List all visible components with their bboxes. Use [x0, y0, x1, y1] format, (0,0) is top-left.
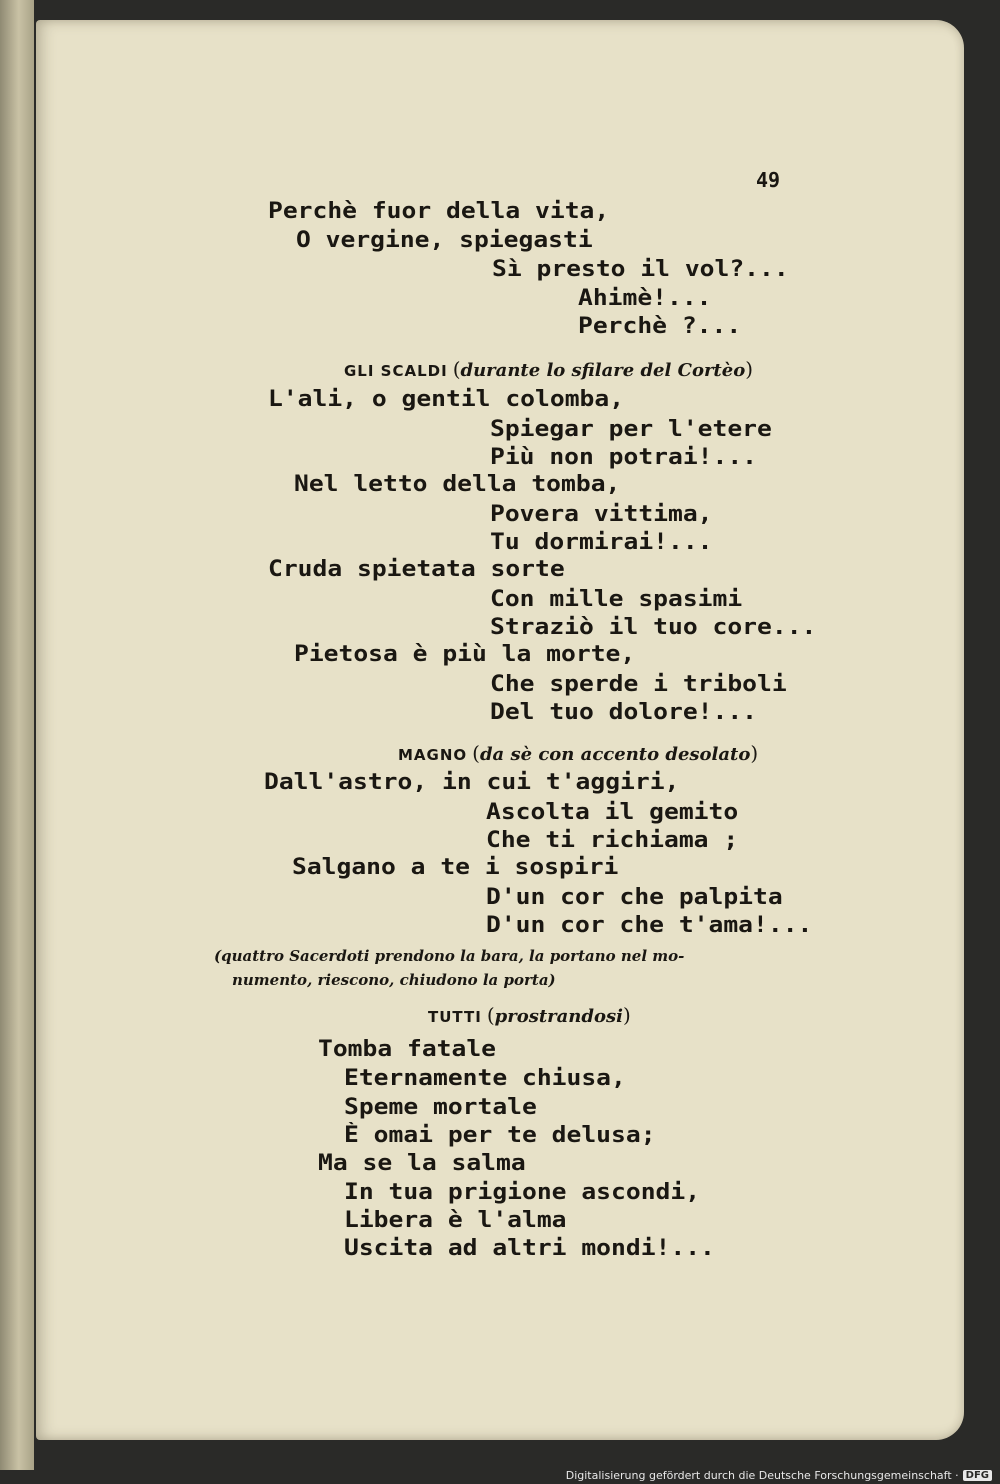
verse-line: Straziò il tuo core...	[490, 615, 817, 640]
speaker-heading: TUTTI (prostrandosi)	[428, 1003, 631, 1027]
speaker-heading: GLI SCALDI (durante lo sfilare del Cortèo)	[344, 357, 754, 381]
verse-line: Uscita ad altri mondi!...	[344, 1236, 715, 1261]
digitization-credit	[566, 1469, 992, 1482]
stage-direction-inline: durante lo sfilare del Cortèo	[460, 360, 746, 381]
verse-line: D'un cor che palpita	[486, 885, 783, 910]
verse-line: Nel letto della tomba,	[294, 472, 621, 497]
verse-line: Eternamente chiusa,	[344, 1066, 626, 1091]
verse-line: Libera è l'alma	[344, 1208, 567, 1233]
verse-line: Pietosa è più la morte,	[294, 642, 636, 667]
verse-line: Salgano a te i sospiri	[292, 855, 619, 880]
dfg-logo: DFG	[963, 1470, 992, 1481]
page-number: 49	[756, 168, 781, 192]
verse-line: D'un cor che t'ama!...	[486, 913, 813, 938]
stage-direction-line: (quattro Sacerdoti prendono la bara, la portano nel mo-	[214, 947, 685, 965]
verse-line: Dall'astro, in cui t'aggiri,	[264, 770, 680, 795]
credit-text: Digitalisierung gefördert durch die Deutsche Forschungsgemeinschaft ·	[565, 1469, 959, 1482]
verse-line: Perchè fuor della vita,	[268, 199, 610, 224]
verse-line: Con mille spasimi	[490, 587, 743, 612]
verse-line: Spiegar per l'etere	[490, 417, 772, 442]
stage-direction-inline: prostrandosi	[494, 1006, 623, 1027]
verse-line: È omai per te delusa;	[344, 1123, 656, 1148]
verse-line: Tu dormirai!...	[490, 530, 713, 555]
verse-line: Perchè ?...	[578, 314, 742, 339]
verse-line: Ahimè!...	[578, 286, 712, 311]
speaker-name: GLI SCALDI	[344, 362, 448, 380]
verse-line: Cruda spietata sorte	[268, 557, 565, 582]
speaker-name: MAGNO	[398, 746, 468, 764]
verse-line: Tomba fatale	[318, 1037, 497, 1062]
left-page-edge	[0, 0, 34, 1470]
verse-line: In tua prigione ascondi,	[344, 1180, 701, 1205]
verse-line: Che ti richiama ;	[486, 828, 739, 853]
speaker-name: TUTTI	[428, 1008, 482, 1026]
stage-direction-inline: da sè con accento desolato	[479, 744, 751, 765]
verse-line: Sì presto il vol?...	[492, 257, 789, 282]
verse-line: Che sperde i triboli	[490, 672, 787, 697]
speaker-heading: MAGNO (da sè con accento desolato)	[398, 741, 759, 765]
verse-line: Ascolta il gemito	[486, 800, 739, 825]
verse-line: Del tuo dolore!...	[490, 700, 758, 725]
verse-line: L'ali, o gentil colomba,	[268, 387, 625, 412]
verse-line: O vergine, spiegasti	[296, 228, 593, 253]
verse-line: Speme mortale	[344, 1095, 537, 1120]
verse-line: Povera vittima,	[490, 502, 713, 527]
stage-direction-line: numento, riescono, chiudono la porta)	[232, 971, 556, 989]
verse-line: Più non potrai!...	[490, 445, 758, 470]
verse-line: Ma se la salma	[318, 1151, 526, 1176]
